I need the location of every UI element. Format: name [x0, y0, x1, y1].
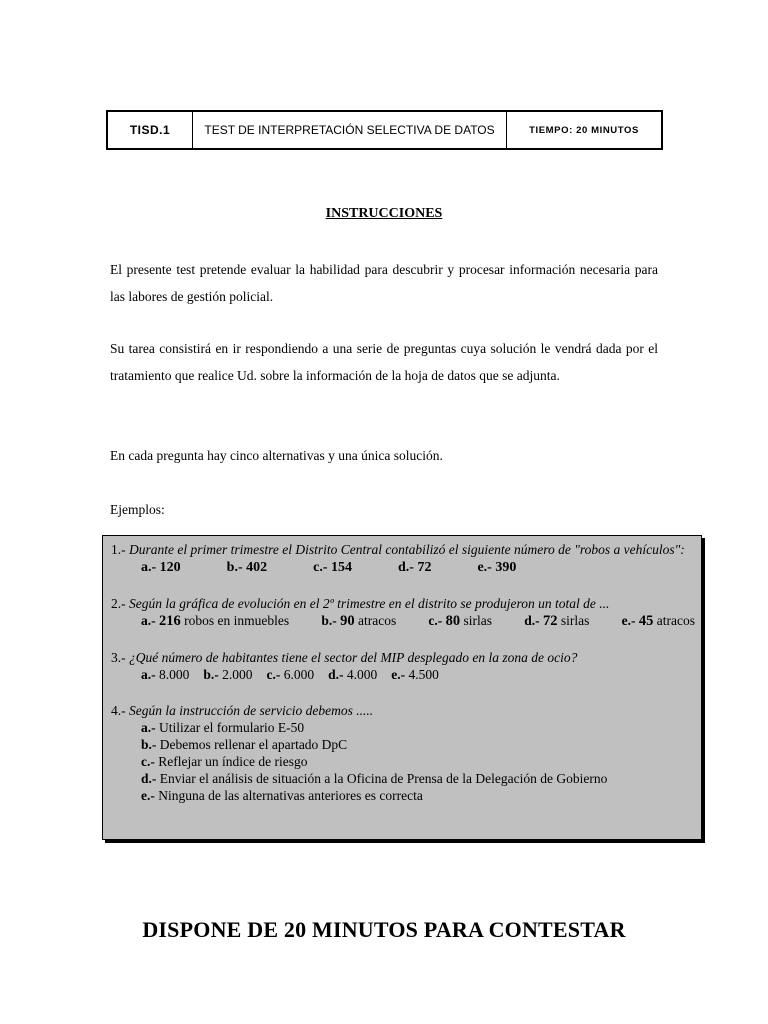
option-label: d.-: [141, 771, 157, 786]
option-label: b.-: [321, 613, 337, 628]
option-value: Reflejar un índice de riesgo: [158, 754, 308, 769]
answer-option-a: [141, 612, 289, 630]
example-question-3: [111, 649, 695, 683]
option-label: d.-: [524, 613, 540, 628]
answer-option-d: d.- 72: [398, 560, 432, 575]
option-label: b.-: [141, 737, 157, 752]
option-value: Debemos rellenar el apartado DpC: [159, 737, 348, 752]
option-value: Utilizar el formulario E-50: [159, 720, 305, 735]
test-title: TEST DE INTERPRETACIÓN SELECTIVA DE DATOS: [193, 111, 507, 149]
test-code: TISD.1: [107, 111, 193, 149]
examples-box: [102, 535, 702, 840]
answer-options: [111, 558, 695, 576]
option-label: e.-: [391, 667, 406, 682]
option-value: Ninguna de las alternativas anteriores es correcta: [158, 788, 423, 803]
option-unit: sirlas: [463, 613, 493, 628]
answer-option-c: [267, 666, 315, 683]
examples-label: Ejemplos:: [110, 502, 165, 517]
question-text: Según la gráfica de evolución en el 2º trimestre en el distrito se produjeron un total de ...: [129, 596, 610, 611]
example-question-1: [111, 541, 695, 576]
instructions-paragraph: En cada pregunta hay cinco alternativas y una única solución.: [110, 448, 443, 463]
instructions-paragraph: El presente test pretende evaluar la habilidad para descubrir y procesar información necesaria para las labores de gestión policial.: [110, 262, 658, 304]
instructions-paragraph: Su tarea consistirá en ir respondiendo a una serie de preguntas cuya solución le vendrá dada por el tratamiento que realice Ud. sobre la información de la hoja de datos que se adjunta.: [110, 341, 658, 383]
option-label: c.-: [266, 667, 281, 682]
test-header-table: [106, 110, 663, 150]
answer-options: [111, 666, 695, 683]
answer-option-d: [328, 666, 377, 683]
answer-option-a: [141, 719, 695, 736]
option-value: 4.000: [346, 667, 378, 682]
option-label: a.-: [141, 613, 156, 628]
question-number: 3.-: [111, 650, 126, 665]
option-value: 45: [638, 613, 654, 629]
example-question-2: [111, 595, 695, 630]
option-value: 8.000: [159, 667, 190, 682]
option-label: e.-: [141, 788, 155, 803]
answer-options: [111, 719, 695, 804]
answer-option-a: [141, 666, 189, 683]
option-value: 216: [159, 613, 181, 629]
option-value: 2.000: [222, 667, 253, 682]
option-value: 4.500: [408, 667, 439, 682]
answer-option-c: c.- 154: [313, 560, 353, 575]
option-value: 6.000: [283, 667, 315, 682]
answer-option-e: [391, 666, 439, 683]
answer-option-b: [321, 612, 396, 630]
answer-option-e: [141, 787, 695, 804]
instructions-heading: INSTRUCCIONES: [325, 206, 443, 221]
answer-option-a: a.- 120: [141, 560, 181, 575]
option-label: a.-: [141, 720, 156, 735]
time-notice: DISPONE DE 20 MINUTOS PARA CONTESTAR: [142, 917, 626, 942]
test-time-limit: TIEMPO: 20 MINUTOS: [507, 111, 663, 149]
example-question-4: [111, 702, 695, 804]
option-unit: atracos: [357, 613, 397, 628]
question-number: 2.-: [111, 596, 126, 611]
answer-option-d: [524, 612, 589, 630]
answer-option-c: [428, 612, 492, 630]
option-unit: sirlas: [560, 613, 590, 628]
option-unit: atracos: [656, 613, 695, 628]
option-unit: robos en inmuebles: [184, 613, 290, 628]
answer-options: [111, 612, 695, 630]
option-label: d.-: [328, 667, 344, 682]
option-label: c.-: [428, 613, 443, 628]
option-value: 80: [445, 613, 461, 629]
question-text: ¿Qué número de habitantes tiene el sector del MIP desplegado en la zona de ocio?: [129, 650, 578, 665]
option-label: c.-: [141, 754, 155, 769]
option-value: Enviar el análisis de situación a la Oficina de Prensa de la Delegación de Gobierno: [159, 771, 608, 786]
option-label: e.-: [621, 613, 636, 628]
option-value: 72: [543, 613, 558, 629]
question-number: 1.-: [111, 542, 126, 557]
answer-option-b: [203, 666, 252, 683]
answer-option-e: e.- 390: [477, 560, 517, 575]
option-label: b.-: [203, 667, 219, 682]
question-text: Según la instrucción de servicio debemos .....: [129, 703, 374, 718]
option-label: a.-: [141, 667, 156, 682]
option-value: 90: [340, 613, 355, 629]
answer-option-b: b.- 402: [226, 560, 268, 575]
answer-option-b: [141, 736, 695, 753]
answer-option-d: [141, 770, 695, 787]
question-number: 4.-: [111, 703, 126, 718]
answer-option-c: [141, 753, 695, 770]
question-text: Durante el primer trimestre el Distrito Central contabilizó el siguiente número de "robos a vehículos":: [129, 542, 685, 557]
answer-option-e: [622, 612, 695, 630]
